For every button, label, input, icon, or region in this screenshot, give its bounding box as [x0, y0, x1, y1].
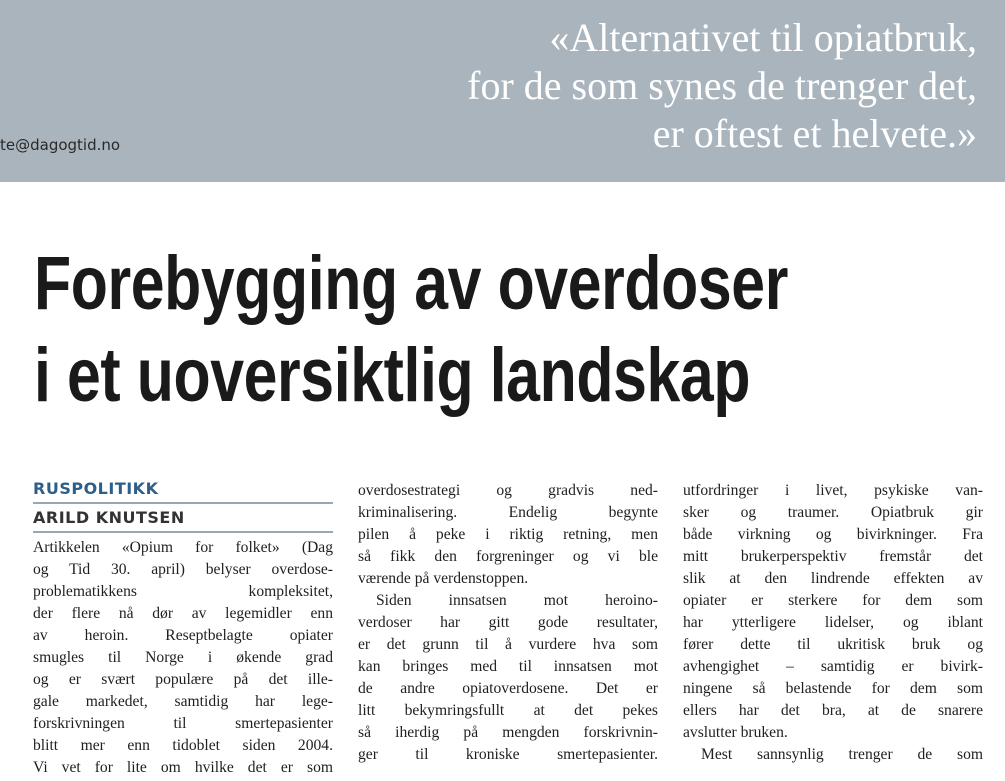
article-column-2	[358, 480, 658, 766]
headline-line: i et uoversiktlig landskap	[34, 333, 751, 418]
body-line: ningene så belastende for dem som	[683, 680, 983, 697]
section-rule	[33, 502, 333, 504]
article-column-1	[33, 478, 333, 779]
body-line: forskrivningen til smertepasienter	[33, 715, 333, 732]
body-line: blitt mer enn tidoblet siden 2004.	[33, 737, 333, 754]
author-email[interactable]: te@dagogtid.no	[0, 136, 121, 154]
body-line: værende på verdenstoppen.	[358, 570, 529, 587]
body-line: av heroin. Reseptbelagte opiater	[33, 627, 333, 644]
body-line: så fikk den forgreninger og vi ble	[358, 548, 658, 565]
body-line: utfordringer i livet, psykiske van-	[683, 482, 983, 499]
body-line: sker og traumer. Opiatbruk gir	[683, 504, 983, 521]
pullquote-line: er oftest et helvete.»	[652, 111, 977, 156]
body-line: og Tid 30. april) belyser overdose-	[33, 561, 333, 578]
pullquote	[257, 14, 977, 158]
author-byline: ARILD KNUTSEN	[33, 508, 185, 527]
body-line: verdoser har gitt gode resultater,	[358, 614, 658, 631]
body-line: opiater er sterkere for dem som	[683, 592, 983, 609]
body-line: kriminalisering. Endelig begynte	[358, 504, 658, 521]
pullquote-line: for de som synes de trenger det,	[467, 63, 977, 108]
article-column-3	[683, 480, 983, 766]
pullquote-band	[0, 0, 1005, 182]
body-line: og er svært populære på det ille-	[33, 671, 333, 688]
body-line: Siden innsatsen mot heroino-	[376, 592, 658, 609]
body-line: så iherdig på mengden forskrivnin-	[358, 724, 658, 741]
body-line: Vi vet for lite om hvilke det er som	[33, 759, 333, 776]
body-line: ellers har det bra, at de snarere	[683, 702, 983, 719]
article-headline	[34, 238, 802, 422]
body-line: ger til kroniske smertepasienter.	[358, 746, 658, 763]
body-line: både virkning og bivirkninger. Fra	[683, 526, 983, 543]
body-line: avhengighet – samtidig er bivirk-	[683, 658, 983, 675]
byline-rule	[33, 531, 333, 533]
body-line: kan bringes med til innsatsen mot	[358, 658, 658, 675]
body-line: gale markedet, samtidig har lege-	[33, 693, 333, 710]
body-line: mitt brukerperspektiv fremstår det	[683, 548, 983, 565]
body-line: litt bekymringsfullt at det pekes	[358, 702, 658, 719]
body-line: er det grunn til å vurdere hva som	[358, 636, 658, 653]
headline-line: Forebygging av overdoser	[34, 241, 788, 326]
body-line: har ytterligere lidelser, og iblant	[683, 614, 983, 631]
body-line: der flere nå dør av legemidler enn	[33, 605, 333, 622]
body-line: overdosestrategi og gradvis ned-	[358, 482, 658, 499]
pullquote-line: «Alternativet til opiatbruk,	[549, 15, 977, 60]
section-label: RUSPOLITIKK	[33, 479, 159, 498]
body-line: smugles til Norge i økende grad	[33, 649, 333, 666]
body-line: de andre opiatoverdosene. Det er	[358, 680, 658, 697]
body-line: problematikkens kompleksitet,	[33, 583, 333, 600]
body-line: avslutter bruken.	[683, 724, 788, 741]
body-line: slik at den lindrende effekten av	[683, 570, 983, 587]
body-line: fører dette til ukritisk bruk og	[683, 636, 983, 653]
body-line: Artikkelen «Opium for folket» (Dag	[33, 539, 333, 556]
body-line: Mest sannsynlig trenger de som	[701, 746, 983, 763]
body-line: pilen å peke i riktig retning, men	[358, 526, 658, 543]
